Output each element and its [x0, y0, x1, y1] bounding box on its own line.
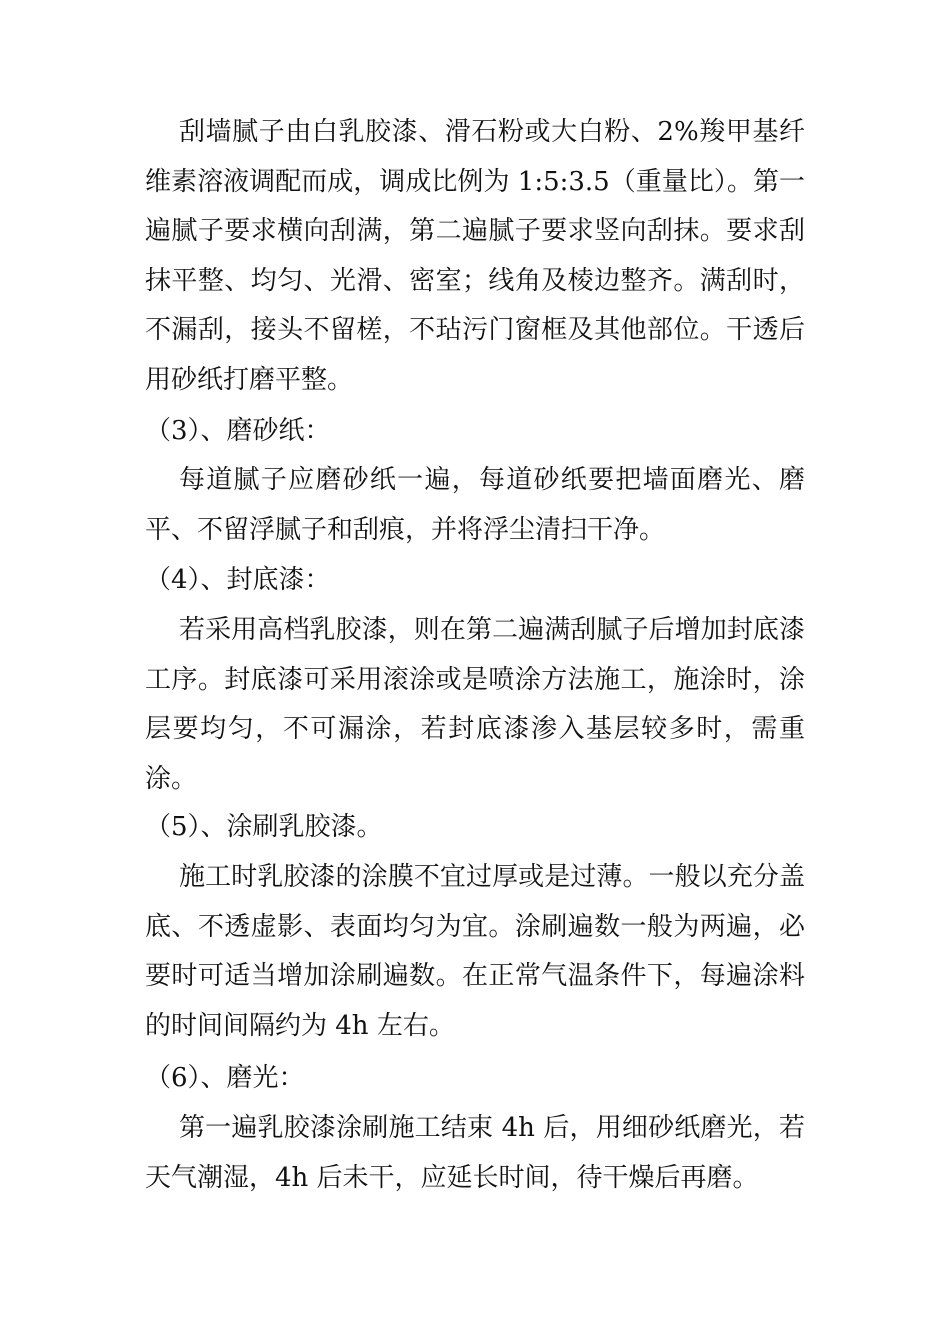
heading-latex-paint: （5）、涂刷乳胶漆。	[145, 812, 383, 842]
heading-sanding: （3）、磨砂纸：	[145, 416, 331, 446]
paragraph-sealer: 若采用高档乳胶漆，则在第二遍满刮腻子后增加封底漆工序。封底漆可采用滚涂或是喷涂方法施工，施涂时，涂层要均匀，不可漏涂，若封底漆渗入基层较多时，需重涂。	[145, 615, 805, 794]
heading-sealer: （4）、封底漆：	[145, 565, 331, 595]
paragraph-polishing: 第一遍乳胶漆涂刷施工结束 4h 后，用细砂纸磨光，若天气潮湿，4h 后未干，应延长时间，待干燥后再磨。	[145, 1113, 805, 1193]
heading-polishing: （6）、磨光：	[145, 1063, 305, 1093]
paragraph-latex-paint: 施工时乳胶漆的涂膜不宜过厚或是过薄。一般以充分盖底、不透虚影、表面均匀为宜。涂刷遍数一般为两遍，必要时可适当增加涂刷遍数。在正常气温条件下，每遍涂料的时间间隔约为 4h 左右。	[145, 862, 805, 1041]
paragraph-sanding: 每道腻子应磨砂纸一遍，每道砂纸要把墙面磨光、磨平、不留浮腻子和刮痕，并将浮尘清扫干净。	[145, 465, 805, 545]
paragraph-putty: 刮墙腻子由白乳胶漆、滑石粉或大白粉、2%羧甲基纤维素溶液调配而成，调成比例为 1:5:3.5（重量比）。第一遍腻子要求横向刮满，第二遍腻子要求竖向刮抹。要求刮抹平整、均匀、光滑、密室；线角及棱边整齐。满刮时，不漏刮，接头不留槎，不玷污门窗框及其他部位。干透后用砂纸打磨平整。	[145, 117, 805, 395]
